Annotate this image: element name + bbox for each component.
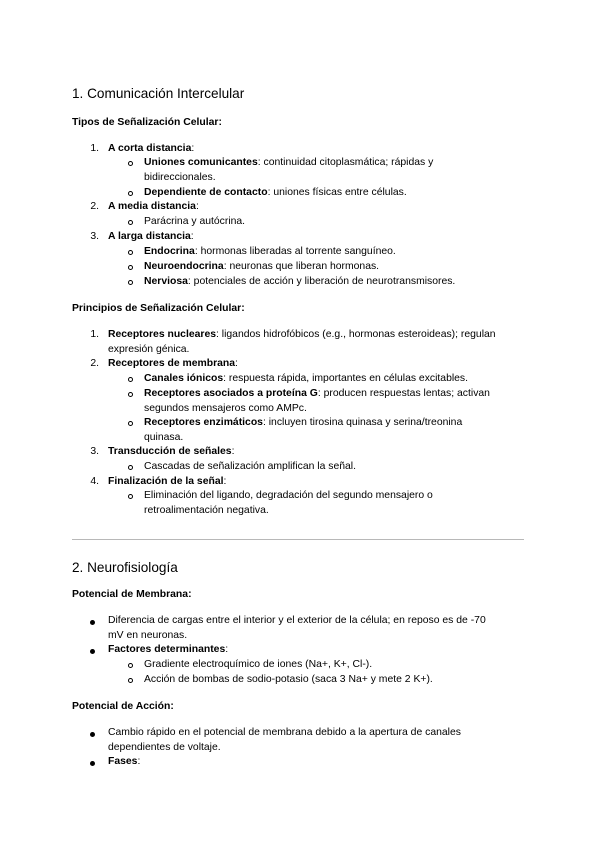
list-item-continuation: expresión génica. bbox=[108, 344, 190, 355]
list-item: Factores determinantes: bbox=[108, 644, 229, 655]
list-item: Acción de bombas de sodio-potasio (saca 3 Na+ y mete 2 K+). bbox=[144, 674, 433, 685]
bullet-icon bbox=[90, 620, 95, 625]
list-number: 1. bbox=[90, 143, 99, 154]
heading-potencial-membrana: Potencial de Membrana: bbox=[72, 589, 192, 600]
section-title-comunicacion: 1. Comunicación Intercelular bbox=[72, 86, 245, 101]
list-item-continuation: segundos mensajeros como AMPc. bbox=[144, 403, 307, 414]
list-item-continuation: retroalimentación negativa. bbox=[144, 505, 269, 516]
circle-bullet-icon bbox=[128, 265, 133, 270]
list-item: Finalización de la señal: bbox=[108, 476, 227, 487]
list-item: Cascadas de señalización amplifican la señal. bbox=[144, 461, 356, 472]
list-item: Fases: bbox=[108, 756, 141, 767]
circle-bullet-icon bbox=[128, 220, 133, 225]
circle-bullet-icon bbox=[128, 421, 133, 426]
list-item-continuation: quinasa. bbox=[144, 432, 184, 443]
circle-bullet-icon bbox=[128, 280, 133, 285]
list-number: 3. bbox=[90, 446, 99, 457]
list-item: Eliminación del ligando, degradación del segundo mensajero o bbox=[144, 490, 433, 501]
circle-bullet-icon bbox=[128, 663, 133, 668]
list-item: Receptores asociados a proteína G: producen respuestas lentas; activan bbox=[144, 388, 490, 399]
list-number: 3. bbox=[90, 231, 99, 242]
bullet-icon bbox=[90, 732, 95, 737]
horizontal-divider bbox=[72, 539, 524, 540]
circle-bullet-icon bbox=[128, 465, 133, 470]
list-number: 2. bbox=[90, 358, 99, 369]
list-item: Receptores enzimáticos: incluyen tirosina quinasa y serina/treonina bbox=[144, 417, 463, 428]
list-item-continuation: mV en neuronas. bbox=[108, 630, 188, 641]
list-item: Uniones comunicantes: continuidad citoplasmática; rápidas y bbox=[144, 157, 434, 168]
bullet-icon bbox=[90, 649, 95, 654]
heading-principios-senalizacion: Principios de Señalización Celular: bbox=[72, 303, 245, 314]
list-item-continuation: bidireccionales. bbox=[144, 172, 216, 183]
heading-potencial-accion: Potencial de Acción: bbox=[72, 701, 174, 712]
circle-bullet-icon bbox=[128, 250, 133, 255]
list-item: Nerviosa: potenciales de acción y liberación de neurotransmisores. bbox=[144, 276, 456, 287]
circle-bullet-icon bbox=[128, 494, 133, 499]
circle-bullet-icon bbox=[128, 678, 133, 683]
list-item: A corta distancia: bbox=[108, 143, 195, 154]
circle-bullet-icon bbox=[128, 161, 133, 166]
list-item: Cambio rápido en el potencial de membrana debido a la apertura de canales bbox=[108, 727, 461, 738]
list-item: Receptores nucleares: ligandos hidrofóbicos (e.g., hormonas esteroideas); regulan bbox=[108, 329, 496, 340]
list-item: Gradiente electroquímico de iones (Na+, K+, Cl-). bbox=[144, 659, 373, 670]
list-item: Parácrina y autócrina. bbox=[144, 216, 246, 227]
list-item: Diferencia de cargas entre el interior y el exterior de la célula; en reposo es de -70 bbox=[108, 615, 486, 626]
list-number: 1. bbox=[90, 329, 99, 340]
list-item: Transducción de señales: bbox=[108, 446, 235, 457]
list-item: Neuroendocrina: neuronas que liberan hormonas. bbox=[144, 261, 380, 272]
circle-bullet-icon bbox=[128, 191, 133, 196]
list-item: Receptores de membrana: bbox=[108, 358, 238, 369]
list-item-continuation: dependientes de voltaje. bbox=[108, 742, 221, 753]
list-item: Canales iónicos: respuesta rápida, importantes en células excitables. bbox=[144, 373, 469, 384]
list-number: 2. bbox=[90, 201, 99, 212]
list-number: 4. bbox=[90, 476, 99, 487]
bullet-icon bbox=[90, 761, 95, 766]
list-item: A larga distancia: bbox=[108, 231, 194, 242]
circle-bullet-icon bbox=[128, 392, 133, 397]
heading-tipos-senalizacion: Tipos de Señalización Celular: bbox=[72, 117, 222, 128]
circle-bullet-icon bbox=[128, 377, 133, 382]
list-item: Dependiente de contacto: uniones físicas entre células. bbox=[144, 187, 407, 198]
list-item: A media distancia: bbox=[108, 201, 199, 212]
list-item: Endocrina: hormonas liberadas al torrente sanguíneo. bbox=[144, 246, 396, 257]
section-title-neurofisiologia: 2. Neurofisiología bbox=[72, 560, 178, 575]
